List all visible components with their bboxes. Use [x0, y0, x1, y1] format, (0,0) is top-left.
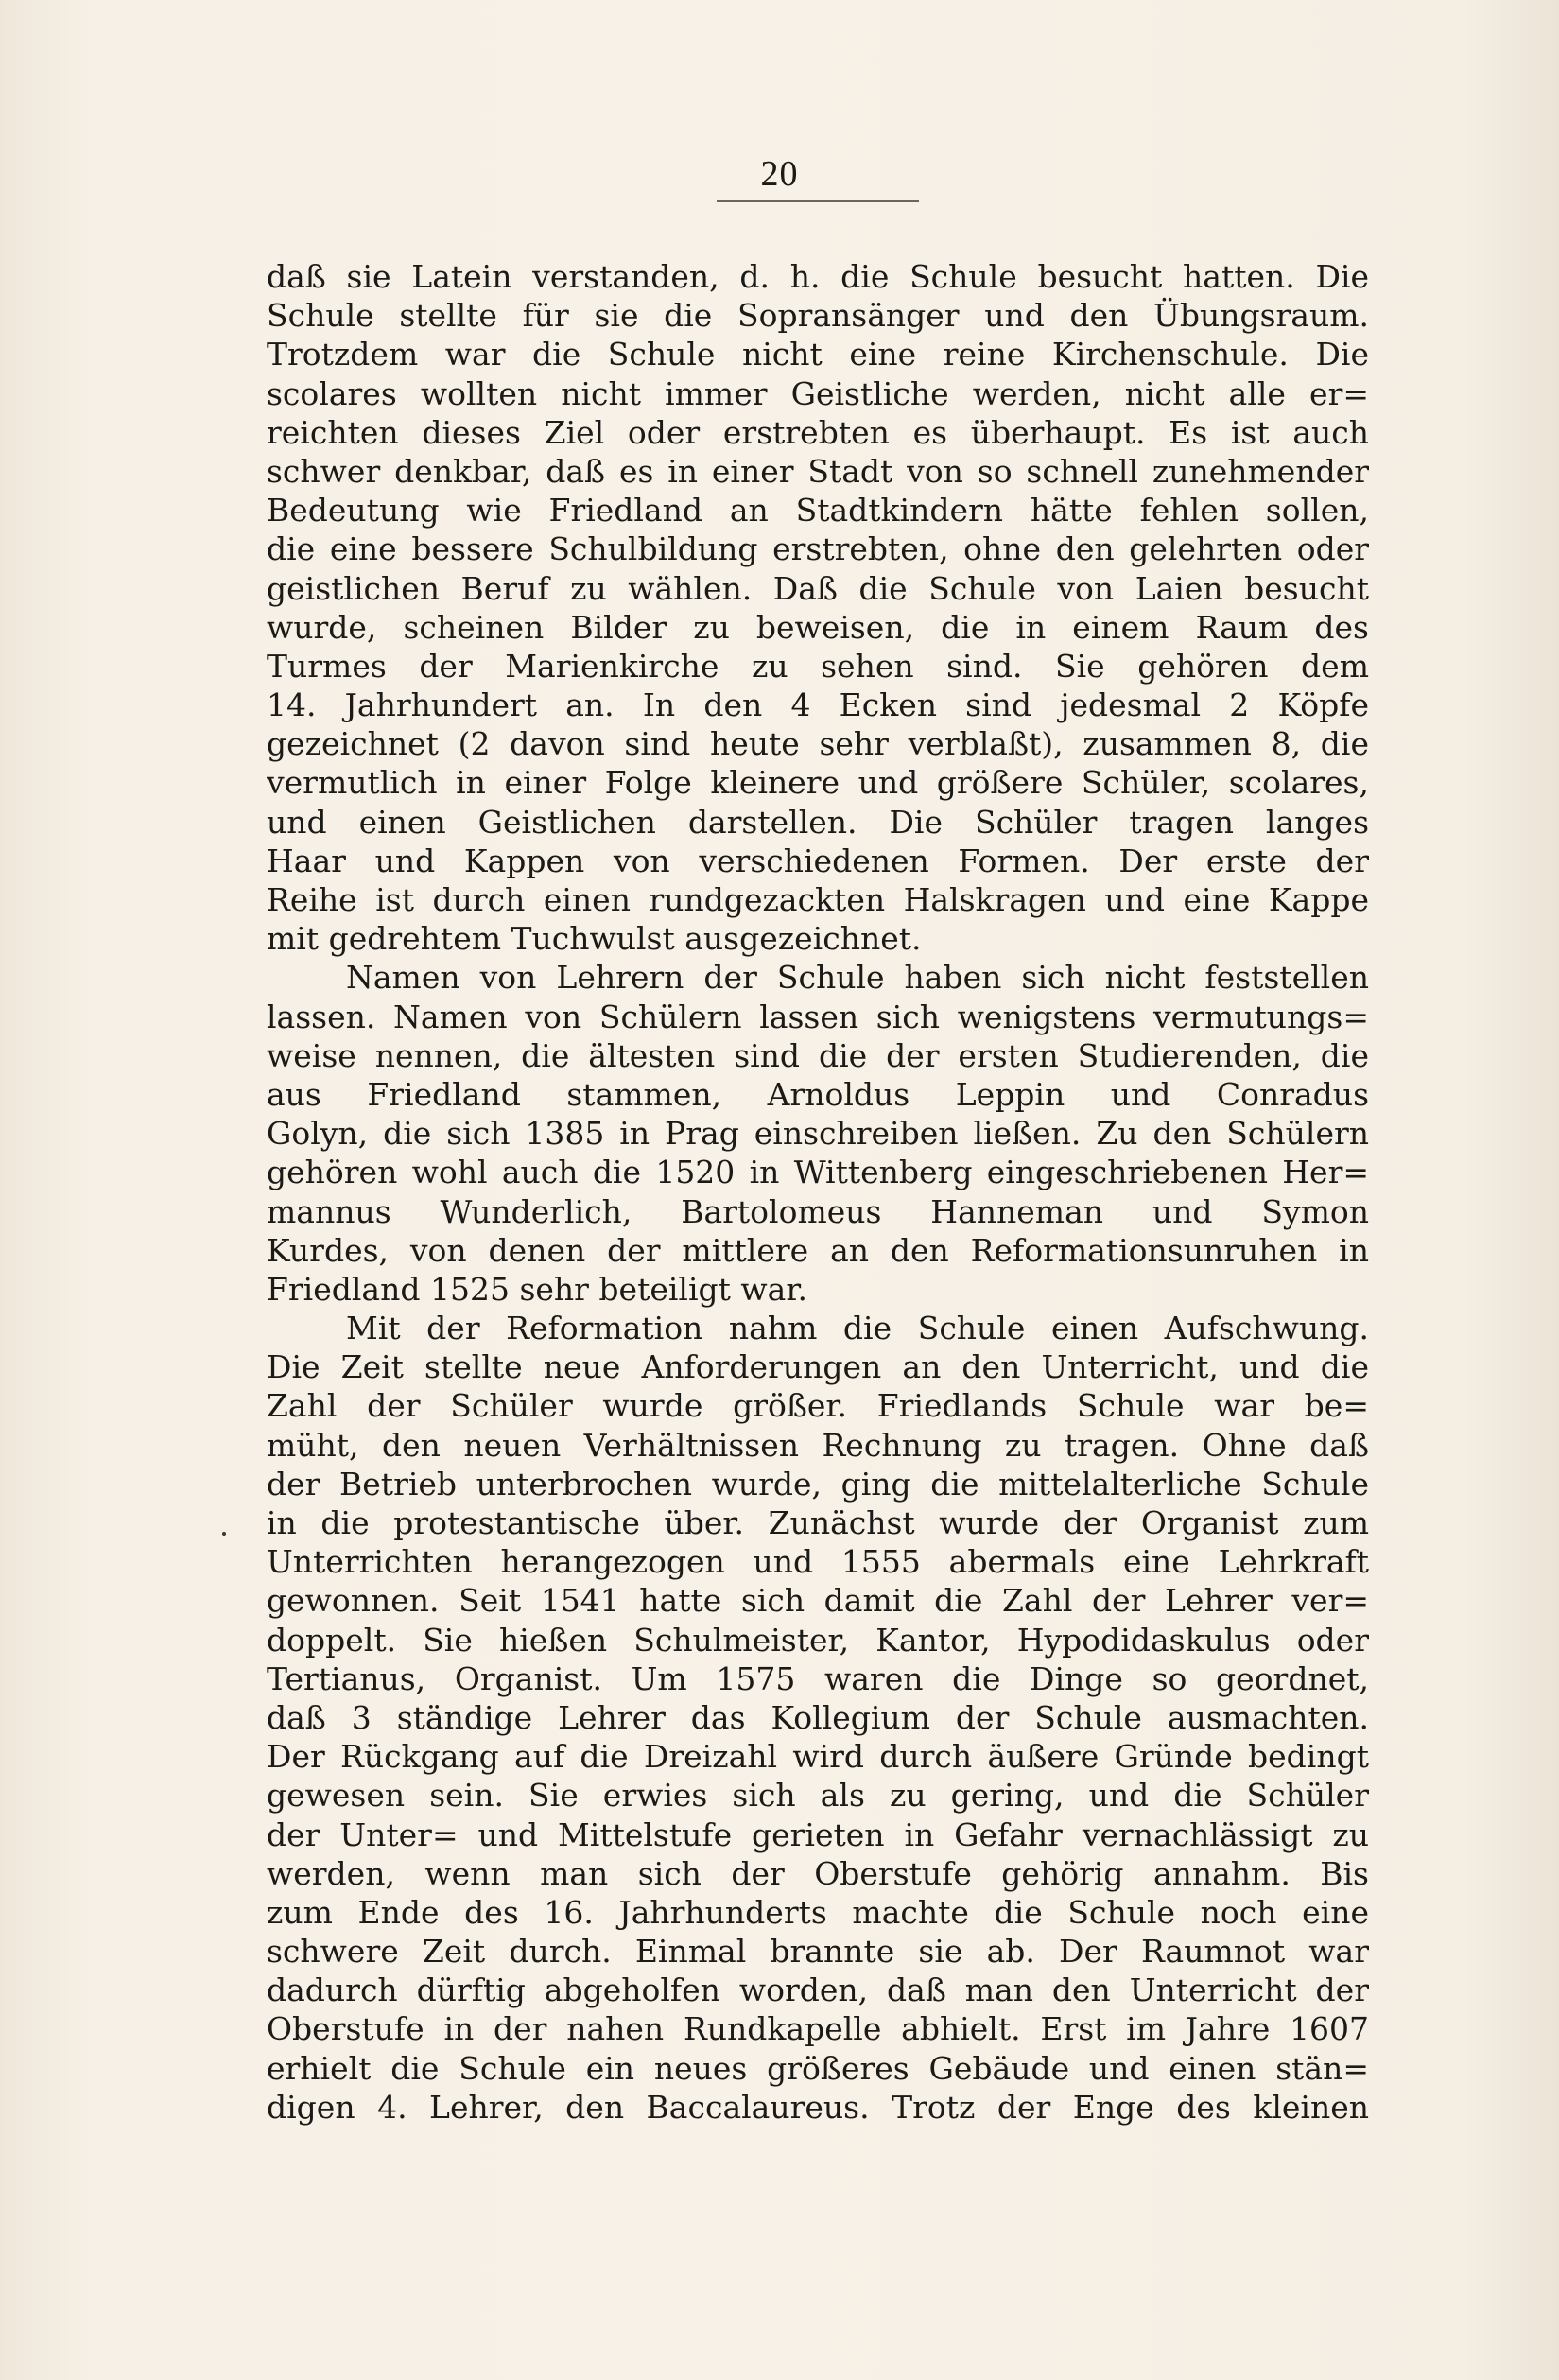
- text-line: daß sie Latein verstanden, d. h. die Schule besucht hatten. Die: [267, 258, 1369, 295]
- text-line: Golyn, die sich 1385 in Prag einschreiben ließen. Zu den Schülern: [267, 1115, 1369, 1153]
- text-line: zum Ende des 16. Jahrhunderts machte die Schule noch eine: [267, 1893, 1369, 1931]
- text-line: Friedland 1525 sehr beteiligt war.: [267, 1270, 807, 1308]
- text-line: aus Friedland stammen, Arnoldus Leppin und Conradus: [267, 1075, 1369, 1113]
- text-line: Kurdes, von denen der mittlere an den Reformationsunruhen in: [267, 1231, 1369, 1269]
- text-line: wurde, scheinen Bilder zu beweisen, die in einem Raum des: [267, 608, 1369, 646]
- text-line: reichten dieses Ziel oder erstrebten es überhaupt. Es ist auch: [267, 413, 1369, 451]
- print-speck: [222, 1532, 226, 1536]
- text-line: mit gedrehtem Tuchwulst ausgezeichnet.: [267, 920, 922, 958]
- text-line: müht, den neuen Verhältnissen Rechnung zu tragen. Ohne daß: [267, 1426, 1369, 1464]
- text-line: Namen von Lehrern der Schule haben sich nicht feststellen: [346, 959, 1369, 997]
- text-line: dadurch dürftig abgeholfen worden, daß man den Unterricht der: [267, 1972, 1369, 2009]
- text-line: daß 3 ständige Lehrer das Kollegium der Schule ausmachten.: [267, 1698, 1369, 1736]
- text-line: Der Rückgang auf die Dreizahl wird durch äußere Gründe bedingt: [267, 1738, 1369, 1776]
- text-line: doppelt. Sie hießen Schulmeister, Kantor, Hypodidaskulus oder: [267, 1621, 1369, 1659]
- text-line: der Betrieb unterbrochen wurde, ging die mittelalterliche Schule: [267, 1465, 1369, 1503]
- text-line: lassen. Namen von Schülern lassen sich wenigstens vermutungs=: [267, 998, 1369, 1035]
- text-line: erhielt die Schule ein neues größeres Gebäude und einen stän=: [267, 2049, 1369, 2087]
- text-line: scolares wollten nicht immer Geistliche werden, nicht alle er=: [267, 374, 1369, 412]
- text-line: die eine bessere Schulbildung erstrebten, ohne den gelehrten oder: [267, 530, 1369, 568]
- text-line: werden, wenn man sich der Oberstufe gehörig annahm. Bis: [267, 1854, 1369, 1892]
- paragraph: [267, 1309, 1369, 2127]
- text-line: schwer denkbar, daß es in einer Stadt von so schnell zunehmender: [267, 452, 1369, 490]
- text-line: 14. Jahrhundert an. In den 4 Ecken sind jedesmal 2 Köpfe: [267, 686, 1369, 724]
- text-line: Unterrichten herangezogen und 1555 abermals eine Lehrkraft: [267, 1543, 1369, 1581]
- text-line: weise nennen, die ältesten sind die der ersten Studierenden, die: [267, 1036, 1369, 1074]
- text-line: der Unter= und Mittelstufe gerieten in Gefahr vernachlässigt zu: [267, 1815, 1369, 1853]
- text-line: Bedeutung wie Friedland an Stadtkindern hätte fehlen sollen,: [267, 492, 1369, 530]
- text-line: Zahl der Schüler wurde größer. Friedlands Schule war be=: [267, 1387, 1369, 1425]
- text-line: Oberstufe in der nahen Rundkapelle abhielt. Erst im Jahre 1607: [267, 2010, 1369, 2048]
- body-text: [267, 257, 1369, 2127]
- text-line: gezeichnet (2 davon sind heute sehr verblaßt), zusammen 8, die: [267, 725, 1369, 763]
- text-line: Tertianus, Organist. Um 1575 waren die Dinge so geordnet,: [267, 1659, 1369, 1697]
- text-line: Haar und Kappen von verschiedenen Formen. Der erste der: [267, 842, 1369, 879]
- text-line: schwere Zeit durch. Einmal brannte sie ab. Der Raumnot war: [267, 1933, 1369, 1971]
- text-line: digen 4. Lehrer, den Baccalaureus. Trotz der Enge des kleinen: [267, 2088, 1369, 2126]
- text-line: gehören wohl auch die 1520 in Wittenberg eingeschriebenen Her=: [267, 1154, 1369, 1191]
- text-line: in die protestantische über. Zunächst wurde der Organist zum: [267, 1504, 1369, 1541]
- text-line: Mit der Reformation nahm die Schule einen Aufschwung.: [346, 1310, 1369, 1347]
- text-line: mannus Wunderlich, Bartolomeus Hanneman und Symon: [267, 1192, 1369, 1230]
- page-number: 20: [760, 154, 799, 194]
- paragraph: [267, 257, 1369, 958]
- text-line: Turmes der Marienkirche zu sehen sind. Sie gehören dem: [267, 647, 1369, 685]
- header-rule: [717, 200, 919, 202]
- text-line: Reihe ist durch einen rundgezackten Halskragen und eine Kappe: [267, 881, 1369, 918]
- text-line: geistlichen Beruf zu wählen. Daß die Schule von Laien besucht: [267, 569, 1369, 607]
- text-line: vermutlich in einer Folge kleinere und größere Schüler, scolares,: [267, 764, 1369, 802]
- text-line: Die Zeit stellte neue Anforderungen an den Unterricht, und die: [267, 1348, 1369, 1386]
- text-line: gewesen sein. Sie erwies sich als zu gering, und die Schüler: [267, 1777, 1369, 1815]
- paragraph: [267, 958, 1369, 1309]
- text-line: Schule stellte für sie die Sopransänger und den Übungsraum.: [267, 297, 1369, 335]
- text-line: gewonnen. Seit 1541 hatte sich damit die Zahl der Lehrer ver=: [267, 1582, 1369, 1620]
- text-line: und einen Geistlichen darstellen. Die Schüler tragen langes: [267, 803, 1369, 841]
- text-line: Trotzdem war die Schule nicht eine reine Kirchenschule. Die: [267, 336, 1369, 374]
